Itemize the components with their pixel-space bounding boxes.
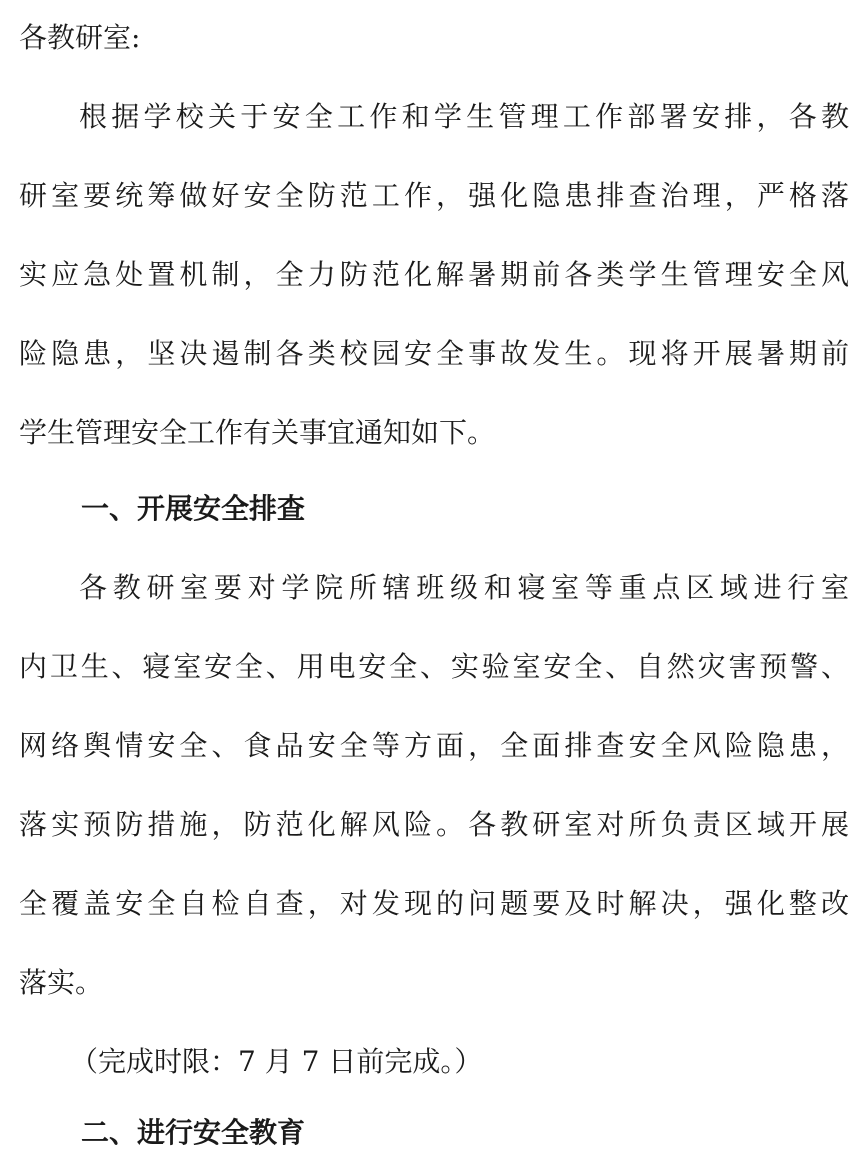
section-1-line-6: 落实。	[19, 966, 104, 999]
section-1-line-2: 内卫生、寝室安全、用电安全、实验室安全、自然灾害预警、	[19, 650, 849, 683]
section-2-heading: 二、进行安全教育	[81, 1116, 306, 1149]
section-1-deadline: （完成时限：7 月 7 日前完成。）	[70, 1045, 483, 1078]
salutation: 各教研室:	[19, 21, 141, 54]
intro-line-5: 学生管理安全工作有关事宜通知如下。	[19, 416, 496, 449]
section-1-line-1: 各教研室要对学院所辖班级和寝室等重点区域进行室	[79, 571, 849, 604]
intro-line-4: 险隐患，坚决遏制各类校园安全事故发生。现将开展暑期前	[19, 337, 849, 370]
intro-line-3: 实应急处置机制，全力防范化解暑期前各类学生管理安全风	[19, 258, 849, 291]
intro-line-2: 研室要统筹做好安全防范工作，强化隐患排查治理，严格落	[19, 179, 849, 212]
section-1-line-3: 网络舆情安全、食品安全等方面，全面排查安全风险隐患，	[19, 729, 849, 762]
intro-line-1: 根据学校关于安全工作和学生管理工作部署安排，各教	[79, 100, 849, 133]
section-1-line-5: 全覆盖安全自检自查，对发现的问题要及时解决，强化整改	[19, 887, 849, 920]
section-1-line-4: 落实预防措施，防范化解风险。各教研室对所负责区域开展	[19, 808, 849, 841]
section-1-heading: 一、开展安全排查	[81, 492, 306, 525]
